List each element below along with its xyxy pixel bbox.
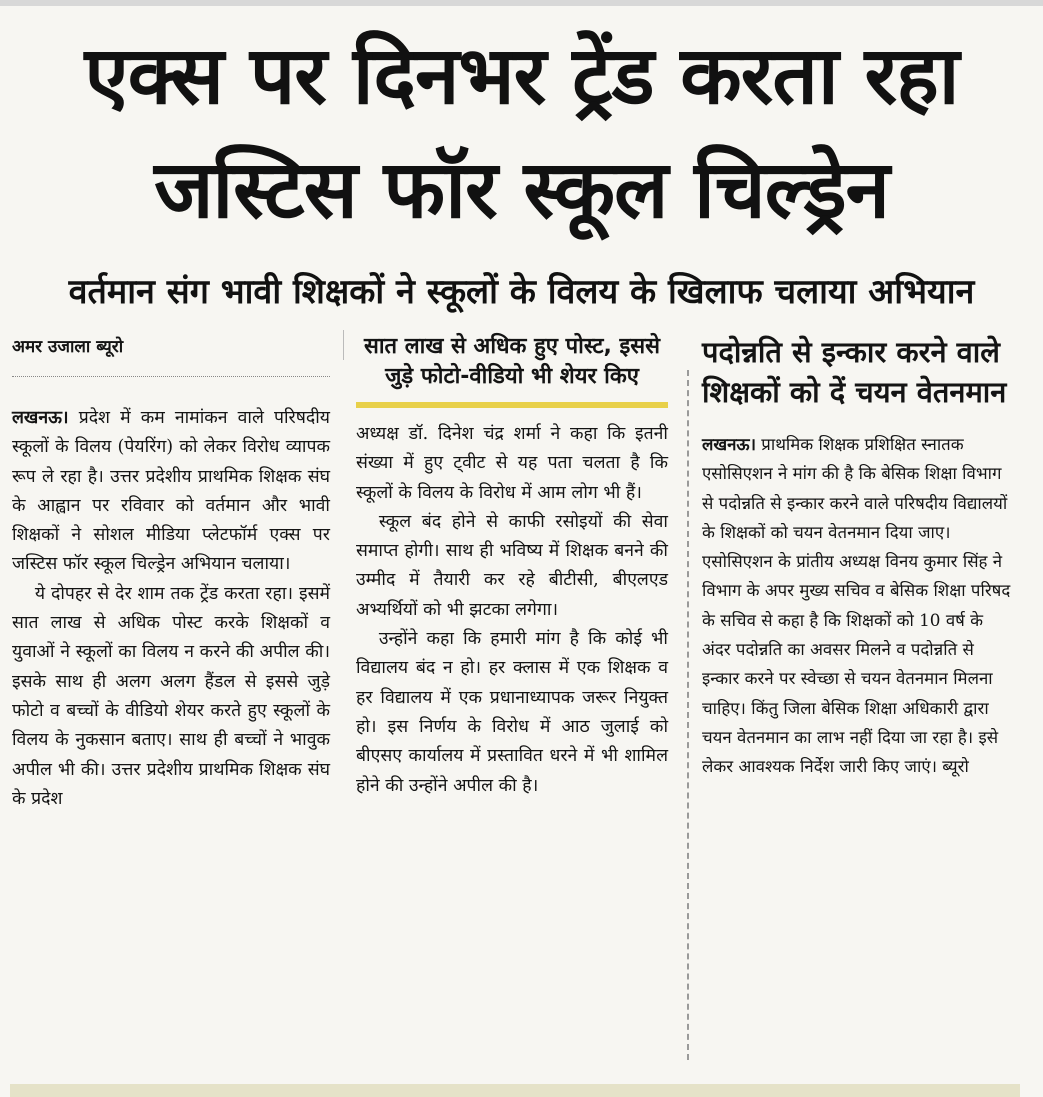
headline-line-1: एक्स पर दिनभर ट्रेंड करता रहा <box>84 29 959 122</box>
main-story-paragraph-2: ये दोपहर से देर शाम तक ट्रेंड करता रहा। इसमें सात लाख से अधिक पोस्ट करके शिक्षकों व युवाओं ने स्कूलों का विलय न करने की अपील की। इसके साथ ही अलग अलग हैंडल से इससे जुड़े फोटो व बच्चों के वीडियो शेयर करते हुए स्कूलों के विलय के नुकसान बताए। साथ ही बच्चों ने भावुक अपील भी की। उत्तर प्रदेशीय प्राथमिक शिक्षक संघ के प्रदेश <box>12 583 330 809</box>
side-story-heading: पदोन्नति से इन्कार करने वाले शिक्षकों को दें चयन वेतनमान <box>702 335 1007 409</box>
main-story-column-2 <box>356 332 668 801</box>
paragraph-text: प्रदेश में कम नामांकन वाले परिषदीय स्कूलों के विलय (पेयरिंग) को लेकर विरोध व्यापक रूप ले रहा है। उत्तर प्रदेशीय प्राथमिक शिक्षक संघ के आह्वान पर रविवार को वर्तमान और भावी शिक्षकों ने सोशल मीडिया प्लेटफॉर्म एक्स पर जस्टिस फॉर स्कूल चिल्ड्रेन अभियान चलाया। <box>12 408 331 575</box>
column-divider-top <box>343 330 344 360</box>
side-story-text: प्राथमिक शिक्षक प्रशिक्षित स्नातक एसोसिएशन ने मांग की है कि बेसिक शिक्षा विभाग से पदोन्नति से इन्कार करने वाले परिषदीय विद्यालयों के शिक्षकों को चयन वेतनमान दिया जाए। एसोसिएशन के प्रांतीय अध्यक्ष विनय कुमार सिंह ने विभाग के अपर मुख्य सचिव व बेसिक शिक्षा परिषद के सचिव से कहा है कि शिक्षकों को 10 वर्ष के अंदर पदोन्नति का अवसर मिलने व पदोन्नति से इन्कार करने पर स्वेच्छा से चयन वेतनमान मिलना चाहिए। किंतु जिला बेसिक शिक्षा अधिकारी द्वारा चयन वेतनमान का लाभ नहीं दिया जा रहा है। इसे लेकर आवश्यक निर्देश जारी किए जाएं। ब्यूरो <box>702 434 1011 777</box>
main-story-paragraph-4: स्कूल बंद होने से काफी रसोइयों की सेवा समाप्त होगी। साथ ही भविष्य में शिक्षक बनने की उम्मीद में तैयारी कर रहे बीटीसी, बीएलएड अभ्यर्थियों को भी झटका लगेगा। <box>356 511 668 620</box>
headline-line-2: जस्टिस फॉर स्कूल चिल्ड्रेन <box>154 143 889 236</box>
side-dateline: लखनऊ। <box>702 434 756 454</box>
top-edge-strip <box>0 0 1043 6</box>
column-divider <box>687 370 689 1060</box>
main-story-paragraph-3: अध्यक्ष डॉ. दिनेश चंद्र शर्मा ने कहा कि इतनी संख्या में हुए ट्वीट से यह पता चलता है कि स्कूलों के विलय के विरोध में आम लोग भी हैं। <box>356 424 668 503</box>
side-story <box>702 332 1012 782</box>
byline: अमर उजाला ब्यूरो <box>12 332 330 377</box>
main-story-paragraph-5: उन्होंने कहा कि हमारी मांग है कि कोई भी विद्यालय बंद न हो। हर क्लास में एक शिक्षक व हर विद्यालय में एक प्रधानाध्यापक जरूर नियुक्त हो। इस निर्णय के विरोध में आठ जुलाई को बीएसए कार्यालय में प्रस्तावित धरने में भी शामिल होने की उन्होंने अपील की है। <box>356 629 668 796</box>
side-story-body <box>702 430 1012 782</box>
pull-quote-heading: सात लाख से अधिक हुए पोस्ट, इससे जुड़े फोटो-वीडियो भी शेयर किए <box>356 332 668 408</box>
dateline: लखनऊ। <box>12 407 69 428</box>
main-story-column-1 <box>12 332 330 814</box>
subheadline: वर्तमान संग भावी शिक्षकों ने स्कूलों के विलय के खिलाफ चलाया अभियान <box>68 272 975 312</box>
main-story-paragraph-1 <box>12 403 330 580</box>
bottom-band <box>10 1084 1020 1097</box>
